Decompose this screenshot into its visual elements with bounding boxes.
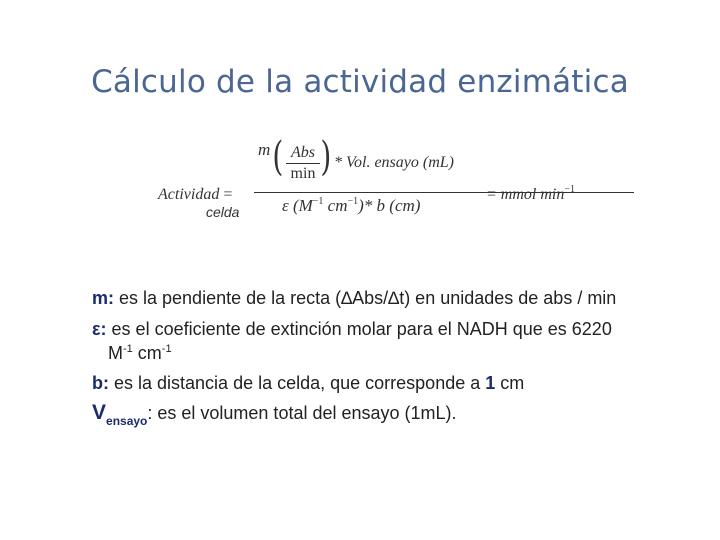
fraction-bar	[286, 163, 320, 164]
formula-numerator-m: m	[258, 140, 271, 159]
definition-epsilon-units: $M^{-1}$ $cm^{-1}$	[108, 343, 172, 363]
fraction-numerator: Abs	[291, 144, 315, 161]
formula-denominator: ε ($M^{-1}$ $cm^{-1})*$ b (cm)	[282, 196, 421, 215]
formula-numerator-rest: * Vol. ensayo (mL)	[334, 154, 454, 171]
definition-epsilon: ε: es el coeficiente de extinción molar para el NADH que es 6220 $M^{-1}$ $cm^{-1}$	[92, 318, 652, 364]
fraction-denominator: min	[290, 165, 316, 182]
formula-unit: = mmol $\min^{-1}$	[486, 184, 575, 203]
definition-m: m: es la pendiente de la recta (∆Abs/∆t) en unidades de abs / min	[92, 288, 617, 308]
formula-lhs: Actividad =	[158, 186, 233, 203]
formula-main-bar	[254, 192, 634, 193]
right-paren: )	[320, 134, 332, 180]
formula-lhs-subscript: celda	[206, 204, 240, 220]
definitions-list	[92, 287, 652, 432]
definition-v: $V_{ensayo}$: es el volumen total del ensayo (1mL).	[92, 401, 457, 428]
abs-per-min-fraction	[286, 144, 320, 183]
left-paren: (	[272, 134, 284, 180]
definition-b: b: es la distancia de la celda, que corresponde a 1 cm	[92, 373, 525, 393]
slide-title: Cálculo de la actividad enzimática	[91, 64, 629, 100]
